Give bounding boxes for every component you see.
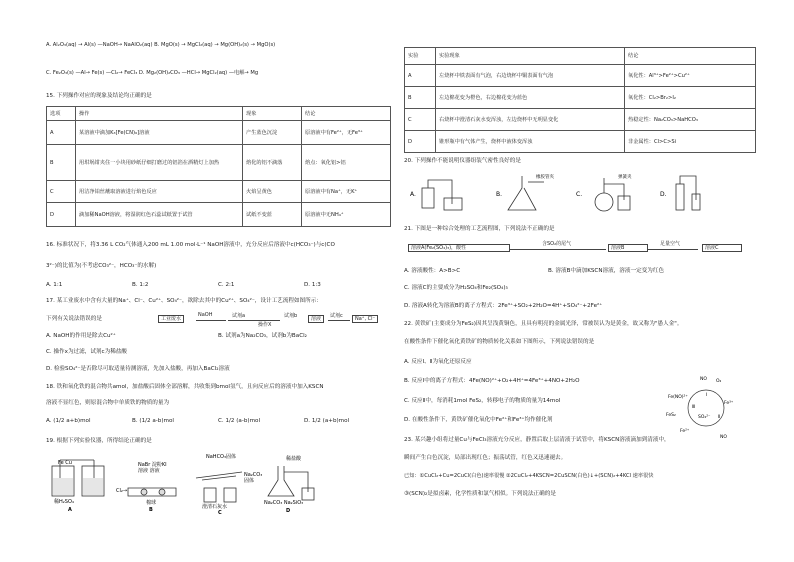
q16-option-c: C. 2:1 (218, 282, 235, 288)
question-15: 15. 下列操作对应的现象及结论均正确的是 (46, 93, 152, 99)
table-cell: B (405, 87, 436, 109)
table-cell: 某溶液中滴加K₃[Fe(CN)₆]溶液 (76, 121, 243, 145)
q21-option-c: C. 溶液C的主要成分为H₂SO₄和Fe₂(SO₄)₃ (404, 285, 508, 291)
question-22-cont: 在酸性条件下催化氧化黄铁矿的物质转化关系如下图所示，下列说法错误的是 (404, 339, 595, 345)
table-cell: C (47, 181, 76, 203)
table-row (47, 121, 391, 145)
question-21: 21. 下图是一种综合处理的工艺流程图，下列说法不正确的是 (404, 226, 555, 232)
q16-option-b: B. 1:2 (132, 282, 149, 288)
cycle-fe3: Fe³⁺ (724, 401, 734, 406)
question-20: 20. 下列操作不能说明仪器组装气密性良好的是 (404, 158, 521, 164)
q18-option-a: A. (1/2 a+b)mol (46, 418, 91, 424)
fig19-c-solid: 固体 (244, 478, 255, 484)
fig20-c-label: 弹簧夹 (618, 175, 632, 180)
question-18-cont: 溶液不显红色，则原混合物中单质铁的物质的量为 (46, 400, 170, 406)
q21-option-a: A. 溶液酸性：A>B>C (404, 268, 461, 274)
flow-label-so2: 含SO₂的尾气 (542, 241, 572, 247)
option-c-line: C. Fe₂O₃(s) —Al→ Fe(s) —Cl₂→ FeCl₃ D. Mg₂(OH)₂CO₃ —HCl→ MgCl₂(aq) —电解→ Mg (46, 70, 259, 76)
fig19-b-solutions: NaBr 淀粉KI (138, 462, 167, 468)
question-17-cont: 下列有关说法错误的是 (46, 316, 102, 322)
apparatus-figure-19 (46, 452, 386, 514)
cycle-o2: O₂ (716, 379, 722, 384)
question-23: 23. 某兴趣小组将过量Cu与FeCl₃溶液充分反应，静置后取上层清液于试管中，将KSCN溶液滴加到清液中， (404, 437, 670, 443)
fig19-c-limewater: 澄清石灰水 (202, 504, 228, 510)
table-cell: 左边棉花变为橙色，右边棉花变为蓝色 (436, 87, 625, 109)
table-row (405, 109, 756, 131)
cycle-no: NO (700, 377, 707, 382)
flow-box-solution-b: 溶液B (608, 244, 648, 252)
flow-label-reagent-a: 试剂a (232, 313, 246, 319)
cycle-step-i: Ⅰ (706, 393, 708, 398)
option-a-line: A. Al₂O₃(aq) → Al(s) —NaOH→ NaAlO₂(aq) B. MgO(s) → MgCl₂(aq) → Mg(OH)₂(s) → MgO(s) (46, 42, 276, 48)
table-row (405, 65, 756, 87)
fig20-b-letter: B. (496, 191, 503, 198)
fig19-a-letter: A (68, 507, 72, 513)
apparatus-20d (676, 176, 700, 210)
q18-option-c: C. 1/2 (a-b)mol (218, 418, 261, 424)
fig20-c-letter: C. (576, 191, 583, 198)
apparatus-20b (508, 176, 544, 210)
cycle-no-bottom: NO (720, 435, 727, 440)
table-cell: 氧化性：Al³⁺>Fe²⁺>Cu²⁺ (625, 65, 756, 87)
fig19-b-letter: B (149, 507, 153, 513)
flow-arrow (648, 249, 698, 250)
table-cell: 左烧杯中铁表面有气泡，右边烧杯中铜表面有气泡 (436, 65, 625, 87)
fig19-a-electrodes: Fe Cu (58, 460, 72, 466)
cycle-step-ii: Ⅱ (718, 415, 721, 420)
table-cell: D (47, 203, 76, 227)
flow-label-reagent-c: 试剂c (330, 313, 343, 319)
apparatus-b-tube (128, 488, 176, 496)
fig20-a-letter: A. (410, 191, 416, 198)
cycle-step-iii: Ⅲ (692, 405, 696, 410)
flow-label-naoh: NaOH (198, 312, 213, 318)
fig19-b-chlorine: Cl₂→ (116, 488, 128, 494)
fig19-b-solutions-2: 溶液 溶液 (138, 468, 160, 474)
flow-box-solution-a: 溶液A(Fe₂(SO₄)₃)，酸性 (408, 244, 510, 252)
table-row (47, 145, 391, 181)
flow-box-solution-c: 溶液C (702, 244, 742, 252)
flow-box-product: Na⁺, Cl⁻ (352, 315, 378, 323)
table-cell: 试纸不变蓝 (243, 203, 302, 227)
q17-option-b: B. 试剂a为Na₂CO₃，试剂b为BaCl₂ (218, 333, 307, 339)
table-cell: 用洁净铂丝蘸取溶液进行焰色反应 (76, 181, 243, 203)
q18-option-b: B. (1/2 a-b)mol (132, 418, 174, 424)
table-cell: 现象 (243, 107, 302, 121)
flow-arrow (328, 320, 350, 321)
table-cell: 实验 (405, 48, 436, 65)
fig19-d-hcl: 稀盐酸 (286, 456, 302, 462)
cycle-fe2: Fe²⁺ (680, 429, 690, 434)
table-cell: 产生蓝色沉淀 (243, 121, 302, 145)
cycle-fe-no: Fe(NO)²⁺ (668, 395, 688, 400)
apparatus-d-flask (268, 466, 314, 500)
flow-label-reagent-b: 试剂b (284, 313, 298, 319)
table-cell: 火焰呈黄色 (243, 181, 302, 203)
apparatus-20c (595, 178, 630, 211)
q22-option-a: A. 反应Ⅰ、Ⅱ为氧化还原反应 (404, 359, 472, 365)
apparatus-c-tubes (196, 472, 242, 502)
catalytic-cycle-diagram (666, 372, 746, 442)
table-cell: 用坩埚钳夹住一小块用砂纸仔细打磨过的铝箔在酒精灯上加热 (76, 145, 243, 181)
table-cell: 结论 (302, 107, 391, 121)
q18-option-d: D. 1/2 (a+b)mol (304, 418, 350, 424)
apparatus-figure-20 (404, 170, 756, 216)
table-cell: 原溶液中无NH₄⁺ (302, 203, 391, 227)
question-23-cont: 瞬间产生白色沉淀，局部出现红色；振荡试管，红色又迅速褪去。 (404, 455, 567, 461)
q21-option-d: D. 溶液A转化为溶液B的离子方程式：2Fe³⁺+SO₂+2H₂O=4H⁺+SO₄²⁻+2Fe²⁺ (404, 303, 603, 309)
question-23-known: 已知：①CuCl₂+Cu=2CuCl(白色)速率很慢 ②2CuCl₂+4KSCN=2CuSCN(白色)↓+(SCN)₂+4KCl 速率很快 (404, 473, 654, 479)
table-cell: 熔点：氧化铝>铝 (302, 145, 391, 181)
table-row (47, 203, 391, 227)
apparatus-20a (422, 180, 462, 210)
q17-option-d: D. 检验SO₄²⁻是否除尽可取适量待测溶液，先加入盐酸，再加入BaCl₂溶液 (46, 366, 230, 372)
table-cell: 氧化性：Cl₂>Br₂>I₂ (625, 87, 756, 109)
q22-option-b: B. 反应Ⅰ中的离子方程式：4Fe(NO)²⁺+O₂+4H⁺=4Fe³⁺+4NO+2H₂O (404, 378, 580, 384)
q22-option-d: D. 在酸性条件下，黄铁矿催化氧化中Fe²⁺和Fe³⁺均作催化剂 (404, 417, 553, 423)
question-19: 19. 根据下列实验仪器，所得结论正确的是 (46, 438, 152, 444)
q22-option-c: C. 反应Ⅱ中，每消耗1mol FeS₂，转移电子的物质的量为14mol (404, 398, 561, 404)
table-cell: 右烧杯中澄清石灰水变浑浊，左边烧杯中无明显变化 (436, 109, 625, 131)
flow-arrow (228, 320, 280, 321)
table-cell: 选项 (47, 107, 76, 121)
q16-option-d: D. 1:3 (304, 282, 321, 288)
fig19-c-nahco3: NaHCO₃固体 (206, 454, 236, 460)
table-cell: 结论 (625, 48, 756, 65)
fig19-b-cotton: 棉球 (146, 500, 157, 506)
question-16: 16. 标准状况下，将3.36 L CO₂气体通入200 mL 1.00 mol·L⁻¹ NaOH溶液中，充分反应后溶液中c(HCO₃⁻)与c(CO (46, 242, 335, 248)
q17-option-a: A. NaOH的作用是除去Cu²⁺ (46, 333, 116, 339)
table-cell: 操作 (76, 107, 243, 121)
table-cell: 非金属性：Cl>C>Si (625, 131, 756, 153)
table-cell: 热稳定性：Na₂CO₃>NaHCO₃ (625, 109, 756, 131)
table-cell: A (47, 121, 76, 145)
table-row (405, 48, 756, 65)
flow-box-solution: 溶液 (308, 315, 324, 323)
flow-box-wastewater: 工业废水 (158, 315, 184, 323)
table-cell: 熔化的铝不滴落 (243, 145, 302, 181)
question-16-cont: 3²⁻)的比值为(不考虑CO₃²⁻，HCO₃⁻的水解) (46, 263, 157, 269)
table-row (405, 87, 756, 109)
question-17: 17. 某工业废水中含有大量的Na⁺、Cl⁻、Cu²⁺、SO₄²⁻，欲除去其中的Cu²⁺、SO₄²⁻，设计工艺流程如图所示： (46, 298, 322, 304)
flow-diagram-17 (158, 312, 388, 328)
flow-diagram-21 (408, 242, 748, 258)
flow-label-air: 足量空气 (660, 241, 681, 247)
table-row (47, 107, 391, 121)
question-23-note: ③(SCN)₂是拟卤素，化学性质和氯气相似。下列说法正确的是 (404, 491, 556, 497)
question-22: 22. 黄铁矿(主要成分为FeS₂)因其呈浅黄铜色，且具有明亮的金属光泽，常被误认为是黄金，故又称为"愚人金"。 (404, 321, 683, 327)
flow-arrow (510, 249, 606, 250)
fig19-c-na2co3: Na₂CO₃ (244, 472, 263, 478)
flow-arrow (196, 320, 226, 321)
fig19-d-letter: D (286, 508, 291, 514)
table-19-results (404, 47, 756, 153)
question-18: 18. 铁和氧化铁的混合物共amol，加盐酸后固体全部溶解，共收集到bmol氢气，且向反应后的溶液中加入KSCN (46, 384, 324, 390)
flow-label-operation-x: 操作X (258, 322, 272, 328)
q16-option-a: A. 1:1 (46, 282, 63, 288)
table-cell: C (405, 109, 436, 131)
fig20-d-letter: D. (660, 191, 667, 198)
table-cell: 原溶液中有Na⁺，无K⁺ (302, 181, 391, 203)
table-row (405, 131, 756, 153)
table-15 (46, 106, 391, 227)
fig20-b-label: 橡胶管夹 (536, 175, 554, 180)
table-cell: A (405, 65, 436, 87)
fig19-a-acid: 稀H₂SO₄ (54, 499, 74, 505)
cycle-so4: SO₄²⁻ (698, 415, 711, 420)
table-cell: 原溶液中有Fe²⁺，无Fe³⁺ (302, 121, 391, 145)
table-cell: D (405, 131, 436, 153)
fig19-c-letter: C (218, 510, 222, 514)
table-cell: 实验现象 (436, 48, 625, 65)
table-row (47, 181, 391, 203)
table-cell: 滴加稀NaOH溶液，将湿润红色石蕊试纸置于试管 (76, 203, 243, 227)
q21-option-b: B. 溶液B中滴加KSCN溶液，溶液一定变为红色 (548, 268, 665, 274)
q17-option-c: C. 操作x为过滤，试剂c为稀盐酸 (46, 349, 127, 355)
table-cell: B (47, 145, 76, 181)
table-cell: 锥形瓶中有气体产生，烧杯中液体变浑浊 (436, 131, 625, 153)
fig19-d-salts: Na₂CO₃ Na₂SiO₃ (264, 500, 304, 506)
cycle-fes2: FeS₂ (666, 413, 676, 418)
